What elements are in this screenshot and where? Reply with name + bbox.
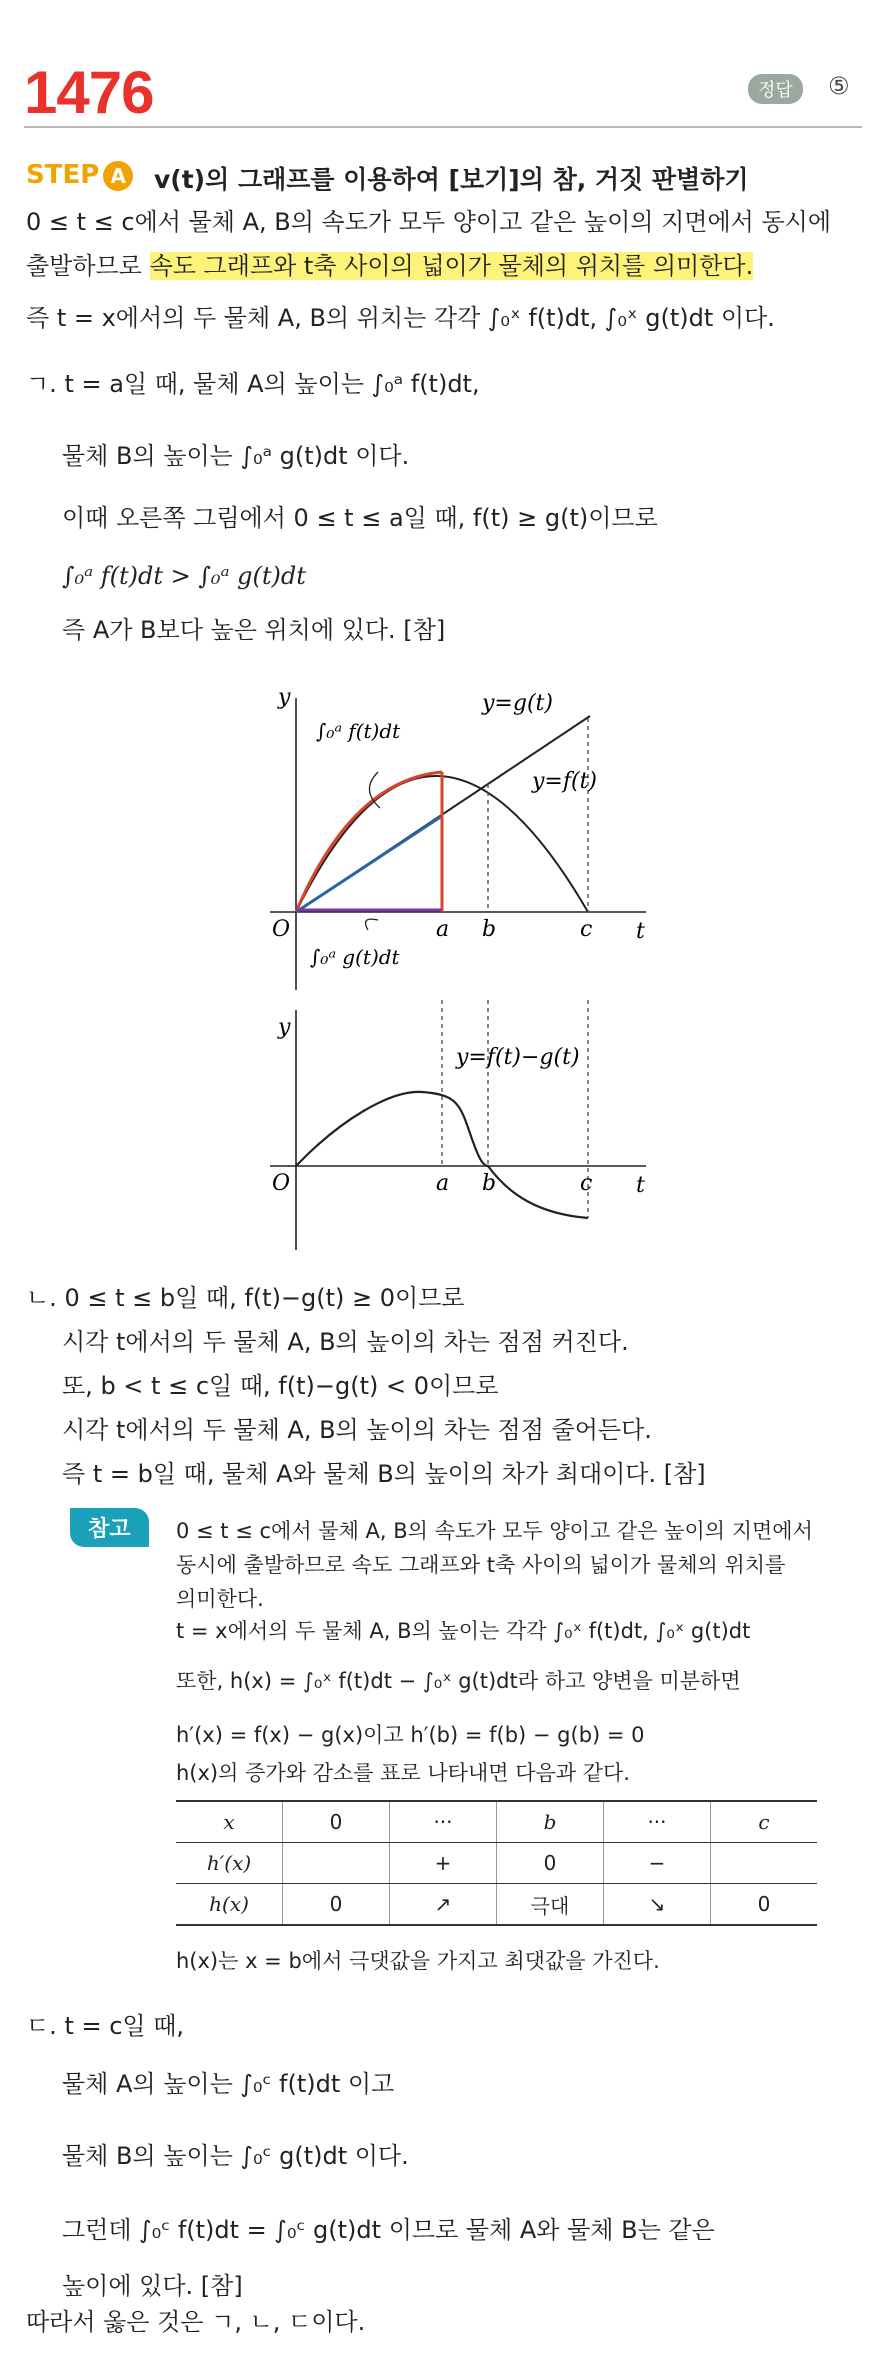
conclusion: 따라서 옳은 것은 ㄱ, ㄴ, ㄷ이다. [26, 2308, 366, 2336]
item-3-line-5: 높이에 있다. [참] [62, 2272, 243, 2300]
note-label: 참고 [70, 1508, 149, 1547]
area-f-fill [304, 772, 442, 912]
table-cell: + [390, 1843, 497, 1884]
table-cell: x [176, 1801, 283, 1843]
label-f: y=f(t) [532, 769, 598, 794]
label-h: y=f(t)−g(t) [456, 1045, 580, 1070]
table-cell: ↘ [604, 1884, 711, 1926]
item-2-block [26, 1282, 866, 1488]
answer-value: ⑤ [828, 72, 850, 100]
table-cell: h(x) [176, 1884, 283, 1926]
table-row [176, 1843, 817, 1884]
table-cell [283, 1843, 390, 1884]
table-cell: 0 [283, 1801, 390, 1843]
intro-line-3: 즉 t = x에서의 두 물체 A, B의 위치는 각각 ∫₀ˣ f(t)dt, ∫₀ˣ g(t)dt 이다. [26, 304, 775, 332]
tick-c: c [580, 917, 593, 942]
item-1-line-1: ㄱ. t = a일 때, 물체 A의 높이는 ∫₀ᵃ f(t)dt, [26, 370, 480, 398]
table-cell: ··· [390, 1801, 497, 1843]
table-cell: c [711, 1801, 818, 1843]
origin-label: O [272, 917, 291, 942]
item-1-line-3: 이때 오른쪽 그림에서 0 ≤ t ≤ a일 때, f(t) ≥ g(t)이므로 [62, 504, 658, 532]
label-area-g: ∫₀ᵃ g(t)dt [310, 945, 400, 969]
table-cell: 0 [711, 1884, 818, 1926]
tick-b-2: b [482, 1171, 497, 1196]
intro-block [26, 206, 866, 346]
note-block [176, 1516, 866, 1796]
table-row [176, 1884, 817, 1926]
tick-a-2: a [436, 1171, 450, 1196]
step-badge: A [103, 161, 133, 191]
velocity-graph [260, 680, 660, 1000]
note-line-6: h′(x) = f(x) − g(x)이고 h′(b) = f(b) − g(b) = 0 [176, 1723, 645, 1747]
table-cell: h′(x) [176, 1843, 283, 1884]
table-cell: 0 [497, 1843, 604, 1884]
item-2-line-3: 또, b < t ≤ c일 때, f(t)−g(t) < 0이므로 [62, 1372, 499, 1400]
item-1-line-2: 물체 B의 높이는 ∫₀ᵃ g(t)dt 이다. [62, 442, 410, 470]
intro-line-2 [26, 250, 753, 282]
table-row [176, 1801, 817, 1843]
item-2-line-2: 시각 t에서의 두 물체 A, B의 높이의 차는 점점 커진다. [62, 1328, 629, 1356]
item-1-block [26, 368, 866, 668]
table-cell [711, 1843, 818, 1884]
difference-graph [260, 1000, 660, 1260]
t-label: t [636, 919, 645, 944]
label-area-f: ∫₀ᵃ f(t)dt [316, 719, 401, 743]
item-1-line-4: ∫₀ᵃ f(t)dt > ∫₀ᵃ g(t)dt [62, 562, 306, 590]
table-cell: ··· [604, 1801, 711, 1843]
intro-line-1: 0 ≤ t ≤ c에서 물체 A, B의 속도가 모두 양이고 같은 높이의 지면에서 동시에 [26, 208, 832, 236]
table-cell: − [604, 1843, 711, 1884]
origin-label-2: O [272, 1171, 291, 1196]
note-line-3: 의미한다. [176, 1587, 264, 1611]
y-label-2: y [278, 1015, 291, 1040]
step-label [26, 160, 133, 191]
item-2-line-4: 시각 t에서의 두 물체 A, B의 높이의 차는 점점 줄어든다. [62, 1416, 652, 1444]
line-g-highlight [296, 816, 442, 912]
item-1-line-5: 즉 A가 B보다 높은 위치에 있다. [참] [62, 616, 446, 644]
note-line-1: 0 ≤ t ≤ c에서 물체 A, B의 속도가 모두 양이고 같은 높이의 지면에서 [176, 1519, 813, 1543]
step-title: v(t)의 그래프를 이용하여 [보기]의 참, 거짓 판별하기 [154, 165, 749, 194]
label-g: y=g(t) [482, 691, 553, 716]
tick-a: a [436, 917, 450, 942]
problem-number: 1476 [24, 59, 154, 126]
item-3-line-1: ㄷ. t = c일 때, [26, 2012, 185, 2040]
item-2-line-5: 즉 t = b일 때, 물체 A와 물체 B의 높이의 차가 최대이다. [참] [62, 1460, 706, 1488]
answer-badge: 정답 [748, 74, 803, 104]
tick-c-2: c [580, 1171, 593, 1196]
step-text: STEP [26, 160, 100, 190]
table-cell: ↗ [390, 1884, 497, 1926]
note-line-4: t = x에서의 두 물체 A, B의 높이는 각각 ∫₀ˣ f(t)dt, ∫₀ˣ g(t)dt [176, 1619, 751, 1643]
note-line-8: h(x)는 x = b에서 극댓값을 가지고 최댓값을 가진다. [176, 1949, 660, 1973]
item-3-line-3: 물체 B의 높이는 ∫₀ᶜ g(t)dt 이다. [62, 2142, 409, 2170]
note-line-5: 또한, h(x) = ∫₀ˣ f(t)dt − ∫₀ˣ g(t)dt라 하고 양변을 미분하면 [176, 1669, 741, 1693]
table-cell: 0 [283, 1884, 390, 1926]
table-cell: 극대 [497, 1884, 604, 1926]
note-line-7: h(x)의 증가와 감소를 표로 나타내면 다음과 같다. [176, 1761, 630, 1785]
curve-f-highlight [296, 772, 442, 912]
item-2-line-1: ㄴ. 0 ≤ t ≤ b일 때, f(t)−g(t) ≥ 0이므로 [26, 1284, 465, 1312]
item-3-block [26, 2010, 866, 2310]
tick-b: b [482, 917, 497, 942]
intro-highlight: 속도 그래프와 t축 사이의 넓이가 물체의 위치를 의미한다. [149, 252, 754, 280]
note-line-2: 동시에 출발하므로 속도 그래프와 t축 사이의 넓이가 물체의 위치를 [176, 1553, 786, 1577]
intro-line-2-a: 출발하므로 [26, 252, 150, 280]
t-label-2: t [636, 1173, 645, 1198]
header-divider [24, 126, 862, 128]
item-3-line-4: 그런데 ∫₀ᶜ f(t)dt = ∫₀ᶜ g(t)dt 이므로 물체 A와 물체 B는 같은 [62, 2216, 715, 2244]
table-cell: b [497, 1801, 604, 1843]
variation-table [176, 1800, 817, 1926]
item-3-line-2: 물체 A의 높이는 ∫₀ᶜ f(t)dt 이고 [62, 2070, 395, 2098]
pointer-g [366, 919, 378, 930]
y-label: y [278, 685, 291, 710]
